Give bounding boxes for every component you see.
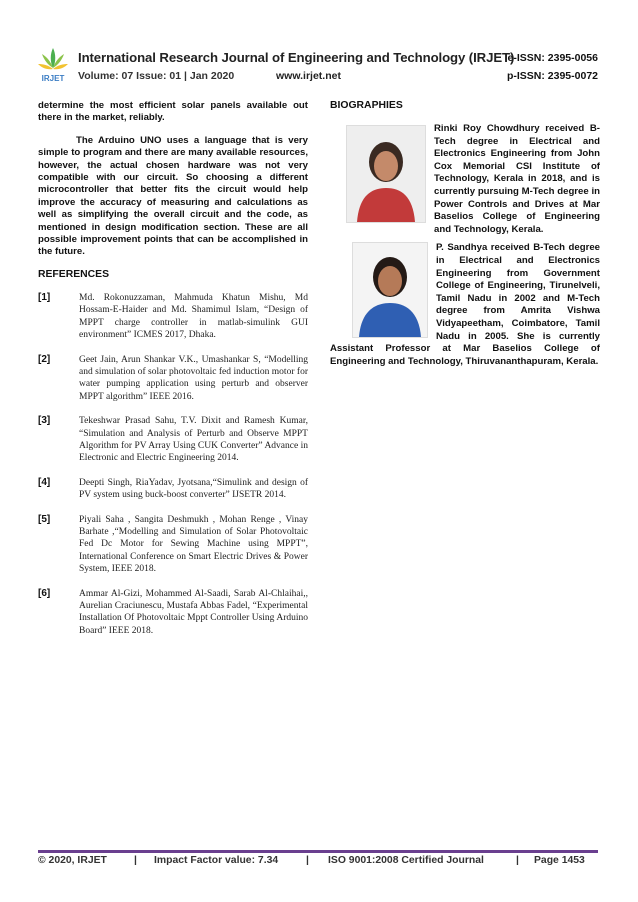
reference-text: Deepti Singh, RiaYadav, Jyotsana,“Simulink and design of PV system using buck-boost converter” IJSETR 2014. (79, 477, 308, 501)
references-heading: REFERENCES (38, 268, 110, 280)
reference-item (38, 354, 308, 404)
author-photo-1 (346, 125, 426, 223)
biography-1 (330, 123, 600, 236)
body-paragraph: The Arduino UNO uses a language that is very simple to program and there are many available resources, however, the actual chosen hardware was not very compatible with our circuit. So choosing a different microcontroller that better fits the circuit would help improve the accuracy of measuring and calculations as well as simplifying the overall circuit and the code, as mentioned in design modification section. These are all possible improvement points that can be accomplished in the future. (38, 134, 308, 258)
reference-item (38, 514, 308, 576)
reference-text: Md. Rokonuzzaman, Mahmuda Khatun Mishu, Md Hossam-E-Haider and Md. Shamimul Islam, “Design of MPPT charge controller in matlab-simulink GUI environment” ICMES 2017, Dhaka. (79, 292, 308, 341)
reference-item (38, 415, 308, 465)
biographies-heading: BIOGRAPHIES (330, 100, 403, 111)
reference-item (38, 292, 308, 342)
biography-text: Rinki Roy Chowdhury received B-Tech degree in Electrical and Electronics Engineering from John Cox Memorial CSI Institute of Technology, Kerala in 2018, and is currently pursuing M-Tech degree in Power Controls and Drives at Mar Baselios College of Engineering and Technology, Kerala. (434, 123, 600, 235)
reference-number: [5] (38, 513, 51, 525)
reference-number: [3] (38, 415, 51, 427)
reference-number: [6] (38, 587, 51, 599)
journal-website-link[interactable]: www.irjet.net (276, 70, 341, 82)
reference-number: [4] (38, 476, 51, 488)
p-issn: p-ISSN: 2395-0072 (506, 70, 598, 82)
reference-number: [1] (38, 291, 51, 303)
journal-header (36, 44, 602, 90)
left-column (38, 100, 308, 649)
footer-separator: | (306, 855, 309, 866)
reference-number: [2] (38, 353, 51, 365)
reference-item (38, 588, 308, 638)
e-issn: e-ISSN: 2395-0056 (507, 52, 598, 64)
footer-separator: | (134, 855, 137, 866)
reference-text: Ammar Al-Gizi, Mohammed Al-Saadi, Sarab Al-Chlaihai,, Aurelian Craciunescu, Mustafa Abbas Fadel, “Experimental Installation Of Photovoltaic Mppt Controller Using Arduino Board” IEEE 2018. (79, 588, 308, 636)
right-column (330, 100, 600, 368)
body-paragraph: determine the most efficient solar panels available out there in the market, reliably. (38, 100, 308, 124)
reference-text: Geet Jain, Arun Shankar V.K., Umashankar S, “Modelling and simulation of solar photovoltaic fed induction motor for water pumping application using perturb and observer MPPT algorithm” IEEE 2016. (79, 354, 308, 402)
reference-text: Tekeshwar Prasad Sahu, T.V. Dixit and Ramesh Kumar, “Simulation and Analysis of Perturb and Observe MPPT Algorithm for PV Array Using CUK Converter” Advance in Electronic and Electric Engineering 2014. (79, 416, 308, 464)
journal-title: International Research Journal of Engineering and Technology (IRJET) (78, 50, 515, 65)
footer-iso: ISO 9001:2008 Certified Journal (328, 855, 484, 866)
footer-impact-factor: Impact Factor value: 7.34 (154, 855, 279, 866)
svg-text:IRJET: IRJET (41, 74, 65, 83)
footer-copyright: © 2020, IRJET (38, 855, 107, 866)
author-photo-2 (352, 242, 428, 338)
volume-issue: Volume: 07 Issue: 01 | Jan 2020 (78, 70, 235, 82)
reference-text: Piyali Saha , Sangita Deshmukh , Mohan Renge , Vinay Barhate ,“Modelling and Simulation of Solar Photovoltaic Fed Dc Motor for Sewing Machine using MPPT”, International Conference on Smart Electric Drives & Power System, IEEE 2018. (79, 514, 308, 575)
page-footer (38, 850, 598, 866)
reference-item (38, 477, 308, 502)
biography-2 (330, 242, 600, 368)
irjet-logo-icon (36, 44, 70, 86)
footer-page-number: Page 1453 (534, 855, 585, 866)
biography-text: P. Sandhya received B-Tech degree in Electrical and Electronics Engineering from Government College of Engineering, Tirunelveli, Tamil Nadu in 2002 and M-Tech degree from Amrita Vishwa Vidyapeetham, Coimbatore, Tamil Nadu in 2005. She is currently Assistant Professor at Mar Baselios College of Engineering and Technology, Thiruvananthapuram, Kerala. (330, 242, 600, 367)
footer-separator: | (516, 855, 519, 866)
